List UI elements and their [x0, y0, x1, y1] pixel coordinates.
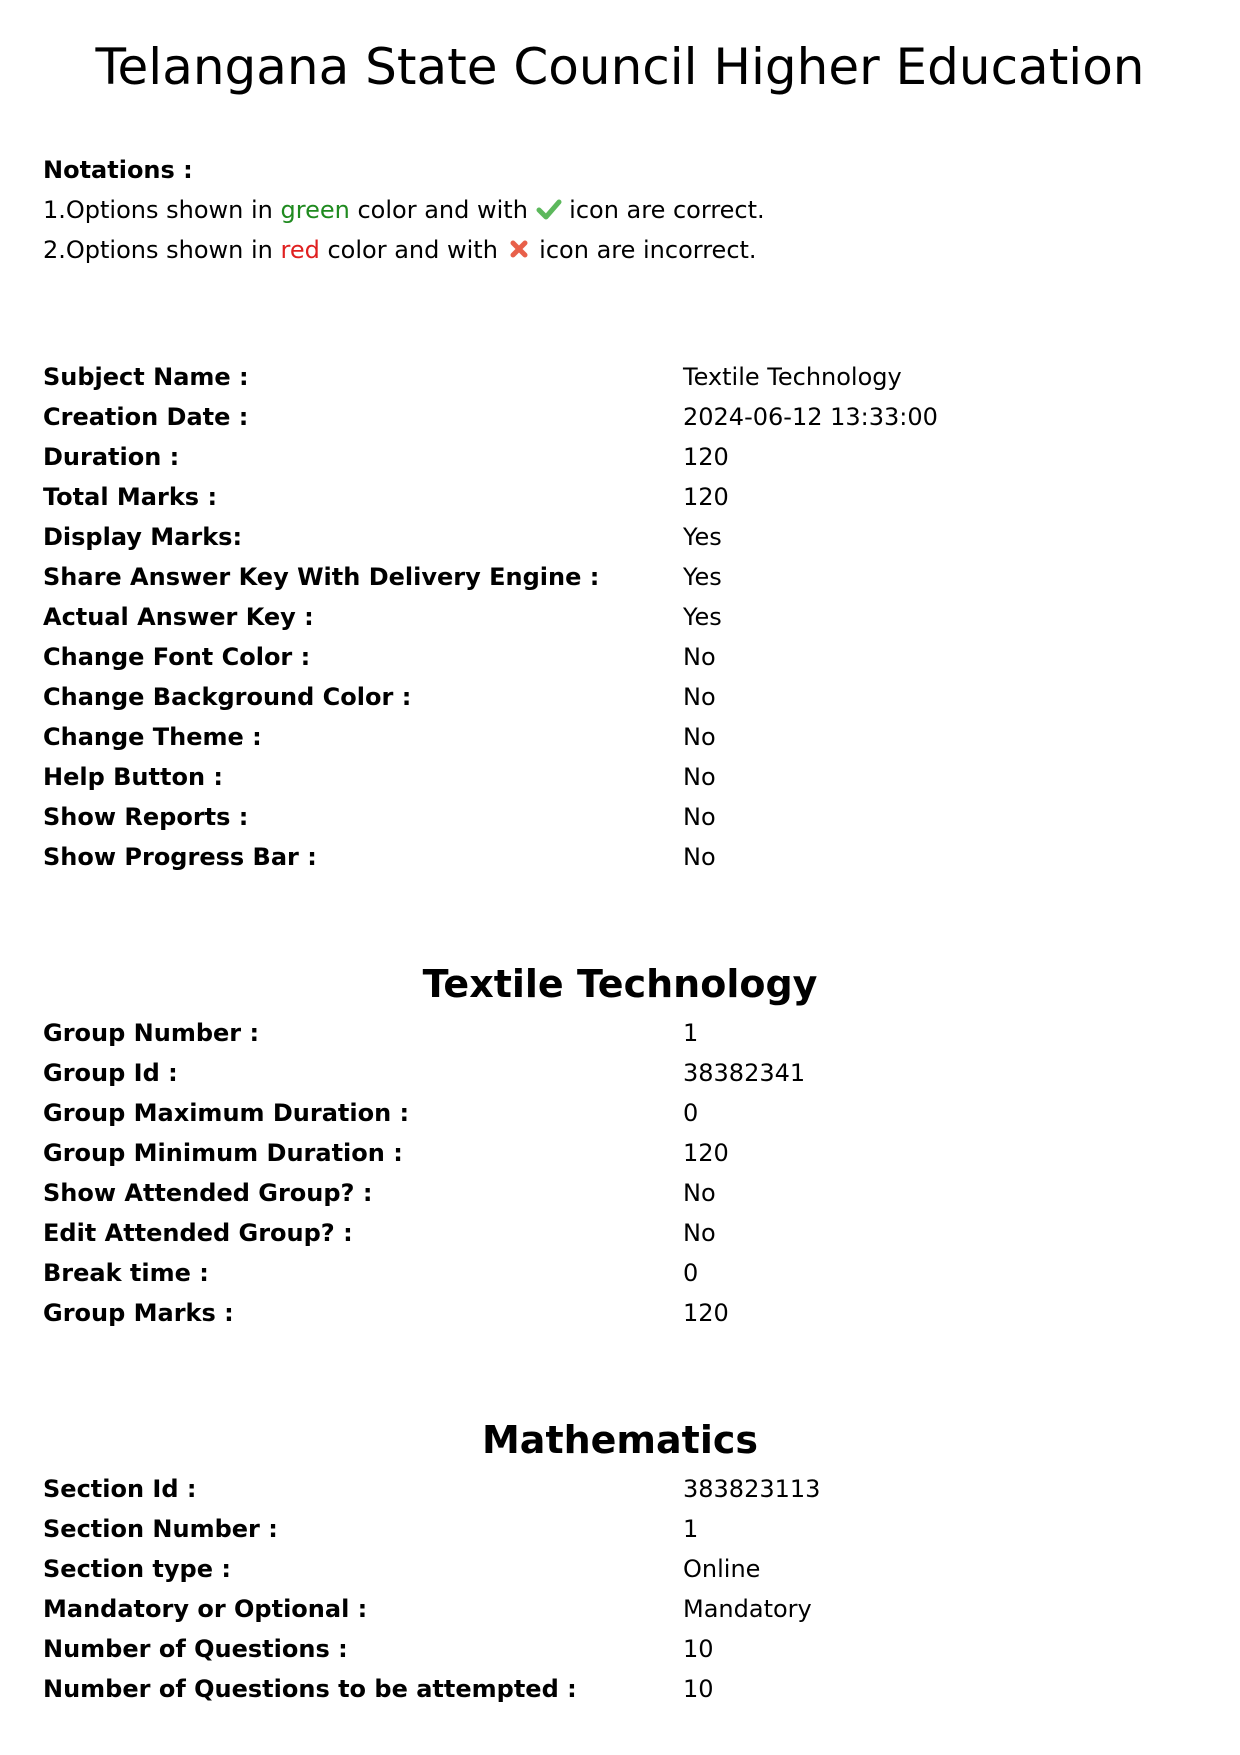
- section-info: [43, 1469, 1193, 1709]
- subject-info-row-value: No: [683, 843, 716, 871]
- subject-info-row-label: Change Theme :: [43, 723, 262, 751]
- group-info-row-value: 1: [683, 1019, 699, 1047]
- group-info-row-value: 120: [683, 1139, 729, 1167]
- section-title: Mathematics: [481, 1418, 759, 1462]
- group-info-row-value: 0: [683, 1099, 699, 1127]
- subject-info-row-value: No: [683, 803, 716, 831]
- subject-info-row-value: Textile Technology: [683, 363, 902, 391]
- subject-info-row-value: Yes: [683, 563, 722, 591]
- subject-info-row-label: Actual Answer Key :: [43, 603, 314, 631]
- subject-info-row: [43, 837, 1193, 877]
- group-info-row: [43, 1013, 1193, 1053]
- group-info-row-label: Break time :: [43, 1259, 209, 1287]
- group-info-row: [43, 1133, 1193, 1173]
- subject-info-row-label: Show Progress Bar :: [43, 843, 317, 871]
- group-info-row-label: Group Number :: [43, 1019, 260, 1047]
- subject-info-row-label: Change Font Color :: [43, 643, 311, 671]
- section-info-row-value: 383823113: [683, 1475, 821, 1503]
- notations: [43, 150, 1193, 270]
- subject-info-row: [43, 797, 1193, 837]
- group-info-row: [43, 1293, 1193, 1333]
- subject-info-row-value: No: [683, 683, 716, 711]
- section-info-row-value: 10: [683, 1675, 714, 1703]
- subject-info-row-value: 2024-06-12 13:33:00: [683, 403, 938, 431]
- subject-info-row-value: Yes: [683, 603, 722, 631]
- subject-info-row-label: Show Reports :: [43, 803, 249, 831]
- section-info-row-value: 1: [683, 1515, 699, 1543]
- group-info: [43, 1013, 1193, 1333]
- group-info-row-value: No: [683, 1179, 716, 1207]
- section-info-row: [43, 1469, 1193, 1509]
- subject-info-row: [43, 357, 1193, 397]
- notation-correct-prefix: 1.Options shown in: [43, 196, 281, 224]
- notation-incorrect-prefix: 2.Options shown in: [43, 236, 281, 264]
- subject-info-row: [43, 757, 1193, 797]
- check-icon: [536, 194, 562, 220]
- subject-info-row: [43, 717, 1193, 757]
- subject-info-row: [43, 477, 1193, 517]
- subject-info-row-label: Total Marks :: [43, 483, 218, 511]
- notation-correct-middle: color and with: [349, 196, 536, 224]
- group-info-row-value: No: [683, 1219, 716, 1247]
- subject-info-row-value: 120: [683, 483, 729, 511]
- group-info-row: [43, 1253, 1193, 1293]
- section-info-row: [43, 1549, 1193, 1589]
- notation-incorrect: [43, 230, 1193, 270]
- group-info-row-label: Edit Attended Group? :: [43, 1219, 353, 1247]
- notation-green-word: green: [280, 196, 350, 224]
- subject-info-row: [43, 557, 1193, 597]
- notations-heading: Notations :: [43, 156, 193, 184]
- subject-info-row-value: Yes: [683, 523, 722, 551]
- section-info-row: [43, 1629, 1193, 1669]
- section-info-row-label: Number of Questions to be attempted :: [43, 1675, 577, 1703]
- section-info-row-value: Online: [683, 1555, 761, 1583]
- group-title: Textile Technology: [422, 962, 818, 1006]
- subject-info-row: [43, 677, 1193, 717]
- group-info-row-value: 120: [683, 1299, 729, 1327]
- notation-correct: [43, 190, 1193, 230]
- group-info-row-label: Show Attended Group? :: [43, 1179, 373, 1207]
- page-title: Telangana State Council Higher Education: [95, 38, 1145, 96]
- group-info-row-label: Group Id :: [43, 1059, 178, 1087]
- group-info-row: [43, 1213, 1193, 1253]
- subject-info-row: [43, 437, 1193, 477]
- section-info-row: [43, 1669, 1193, 1709]
- section-info-row: [43, 1509, 1193, 1549]
- notation-red-word: red: [280, 236, 320, 264]
- subject-info-row-value: No: [683, 723, 716, 751]
- subject-info-row-label: Change Background Color :: [43, 683, 412, 711]
- notation-correct-suffix: icon are correct.: [561, 196, 765, 224]
- subject-info-row-label: Creation Date :: [43, 403, 249, 431]
- group-info-row: [43, 1173, 1193, 1213]
- notation-incorrect-middle: color and with: [319, 236, 506, 264]
- subject-info-row: [43, 637, 1193, 677]
- subject-info: [43, 357, 1193, 877]
- subject-info-row: [43, 597, 1193, 637]
- group-info-row-label: Group Minimum Duration :: [43, 1139, 403, 1167]
- section-info-row-value: Mandatory: [683, 1595, 812, 1623]
- subject-info-row-label: Share Answer Key With Delivery Engine :: [43, 563, 600, 591]
- subject-info-row-value: No: [683, 643, 716, 671]
- cross-icon: [506, 234, 532, 260]
- section-info-row-label: Mandatory or Optional :: [43, 1595, 368, 1623]
- group-info-row-label: Group Maximum Duration :: [43, 1099, 410, 1127]
- subject-info-row-label: Duration :: [43, 443, 180, 471]
- section-info-row-value: 10: [683, 1635, 714, 1663]
- subject-info-row-value: No: [683, 763, 716, 791]
- subject-info-row-label: Help Button :: [43, 763, 223, 791]
- notation-incorrect-suffix: icon are incorrect.: [531, 236, 757, 264]
- section-info-row-label: Section Id :: [43, 1475, 197, 1503]
- section-info-row-label: Section type :: [43, 1555, 231, 1583]
- group-info-row-value: 38382341: [683, 1059, 806, 1087]
- subject-info-row-label: Subject Name :: [43, 363, 249, 391]
- section-info-row: [43, 1589, 1193, 1629]
- group-info-row: [43, 1053, 1193, 1093]
- subject-info-row: [43, 517, 1193, 557]
- subject-info-row: [43, 397, 1193, 437]
- subject-info-row-value: 120: [683, 443, 729, 471]
- subject-info-row-label: Display Marks:: [43, 523, 243, 551]
- section-info-row-label: Number of Questions :: [43, 1635, 348, 1663]
- section-info-row-label: Section Number :: [43, 1515, 278, 1543]
- group-info-row: [43, 1093, 1193, 1133]
- group-info-row-label: Group Marks :: [43, 1299, 234, 1327]
- group-info-row-value: 0: [683, 1259, 699, 1287]
